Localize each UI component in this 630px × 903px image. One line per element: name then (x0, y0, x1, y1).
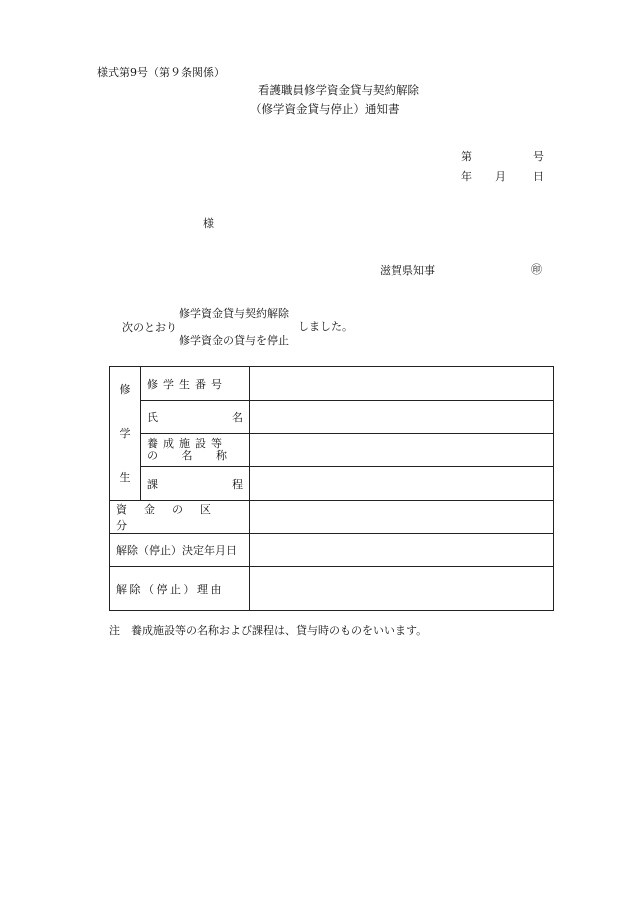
document-title-line2: （修学資金貸与停止）通知書 (250, 102, 400, 116)
table-row (110, 467, 554, 501)
date-day: 日 (533, 170, 544, 183)
student-info-table (109, 366, 554, 611)
reason-label: 解除（停止）理由 (110, 567, 250, 611)
decision-date-field[interactable] (250, 534, 554, 567)
group-char: 学 (119, 426, 131, 440)
date-month: 月 (495, 170, 506, 183)
name-label: 氏 名 (141, 401, 250, 434)
form-number: 様式第9号（第９条関係） (97, 66, 225, 79)
fund-type-label: 資金の区分 (110, 501, 250, 534)
document-number-suffix: 号 (533, 150, 544, 163)
document-title-line1: 看護職員修学資金貸与契約解除 (258, 83, 419, 97)
facility-name-label: 養成施設等 の 名 称 (141, 434, 250, 467)
body-prefix: 次のとおり (122, 321, 177, 334)
body-option-1: 修学資金貸与契約解除 (179, 307, 289, 320)
footnote: 注 養成施設等の名称および課程は、貸与時のものをいいます。 (109, 624, 428, 637)
document-number-prefix: 第 (461, 150, 472, 163)
table-row (110, 534, 554, 567)
fund-type-field[interactable] (250, 501, 554, 534)
student-number-label: 修学生番号 (141, 367, 250, 401)
seal-mark: ㊞ (531, 263, 542, 276)
date-year: 年 (461, 170, 472, 183)
table-row (110, 501, 554, 534)
course-field[interactable] (250, 467, 554, 501)
group-char: 修 (119, 382, 131, 396)
decision-date-label: 解除（停止）決定年月日 (110, 534, 250, 567)
group-char: 生 (119, 470, 131, 484)
table-row (110, 401, 554, 434)
student-group-label (110, 367, 141, 501)
table-row (110, 434, 554, 467)
table-row (110, 567, 554, 611)
reason-field[interactable] (250, 567, 554, 611)
issuer: 滋賀県知事 (380, 264, 435, 277)
body-option-2: 修学資金の貸与を停止 (179, 334, 289, 347)
table-row (110, 367, 554, 401)
body-suffix: しました。 (298, 320, 353, 333)
facility-name-field[interactable] (250, 434, 554, 467)
course-label: 課 程 (141, 467, 250, 501)
name-field[interactable] (250, 401, 554, 434)
addressee-suffix: 様 (203, 217, 214, 230)
student-number-field[interactable] (250, 367, 554, 401)
